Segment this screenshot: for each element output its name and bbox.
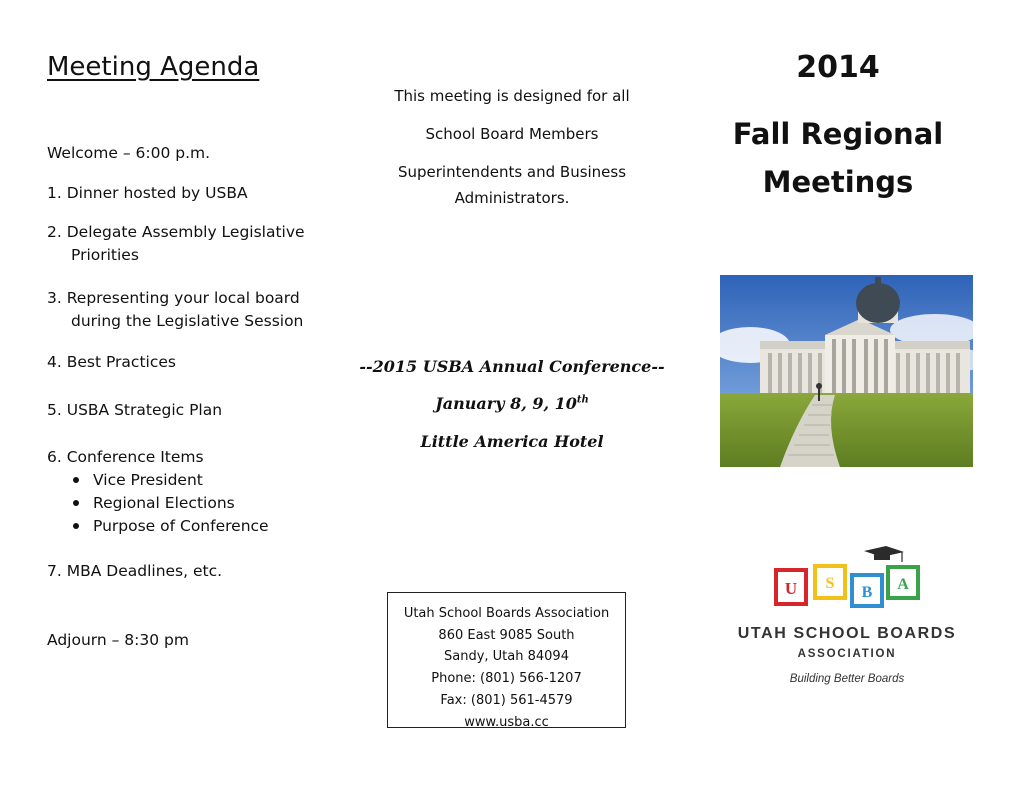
- agenda-item-number: 1.: [47, 184, 62, 202]
- contact-box: [387, 592, 626, 728]
- agenda-bullet: [47, 469, 269, 492]
- contact-city: Sandy, Utah 84094: [444, 649, 569, 665]
- agenda-title: Meeting Agenda: [47, 52, 260, 82]
- agenda-item: [47, 182, 347, 205]
- agenda-item-number: 5.: [47, 401, 62, 419]
- agenda-item-text-cont: during the Legislative Session: [71, 312, 304, 330]
- conference-title: --2015 USBA Annual Conference--: [359, 357, 665, 376]
- agenda-item-text: Delegate Assembly Legislative: [66, 223, 305, 241]
- agenda-item-text: Representing your local board: [66, 289, 300, 307]
- agenda-item-number: 6.: [47, 448, 62, 466]
- logo-block-s: [815, 566, 845, 598]
- agenda-bullet-text: Vice President: [93, 471, 203, 489]
- agenda-item: [47, 221, 347, 267]
- svg-text:B: B: [861, 584, 873, 601]
- agenda-item: [47, 399, 347, 422]
- conference-dates-text: January 8, 9, 10: [435, 394, 577, 413]
- agenda-item-text: Dinner hosted by USBA: [66, 184, 248, 202]
- event-title-line: Fall Regional: [732, 117, 944, 151]
- bullet-icon: [73, 500, 79, 506]
- agenda-item-text: Conference Items: [66, 448, 204, 466]
- audience-line: Superintendents and Business: [397, 163, 627, 181]
- svg-text:U: U: [784, 579, 798, 598]
- agenda-item-number: 3.: [47, 289, 62, 307]
- conference-dates: [352, 394, 672, 413]
- contact-org: Utah School Boards Association: [403, 606, 610, 621]
- contact-fax: Fax: (801) 561-4579: [440, 692, 573, 708]
- agenda-item: [47, 560, 347, 583]
- agenda-item-text: MBA Deadlines, etc.: [66, 562, 223, 580]
- audience-line: This meeting is designed for all: [394, 87, 630, 105]
- conference-dates-suffix: th: [576, 394, 589, 406]
- capitol-building-image: [720, 275, 973, 467]
- agenda-item: [47, 287, 347, 333]
- audience-line: School Board Members: [425, 125, 599, 143]
- svg-text:A: A: [897, 576, 909, 593]
- graduation-cap-icon: [864, 546, 904, 562]
- agenda-bullet-text: Purpose of Conference: [93, 517, 269, 535]
- event-title: [720, 110, 956, 206]
- conference-venue: Little America Hotel: [420, 432, 604, 451]
- agenda-item-text: USBA Strategic Plan: [66, 401, 223, 419]
- bullet-icon: [73, 523, 79, 529]
- logo-block-u: [776, 570, 806, 604]
- agenda-sublist: [47, 469, 269, 538]
- logo-org-name: UTAH SCHOOL BOARDS: [737, 625, 957, 642]
- agenda-item-text: Best Practices: [66, 353, 176, 371]
- agenda-item-number: 7.: [47, 562, 62, 580]
- agenda-adjourn: Adjourn – 8:30 pm: [47, 631, 189, 649]
- contact-website: www.usba.cc: [464, 714, 549, 730]
- agenda-item: [47, 351, 347, 374]
- contact-address: 860 East 9085 South: [438, 627, 575, 643]
- usba-logo: [774, 546, 924, 610]
- event-title-line: Meetings: [762, 165, 914, 199]
- logo-tagline: Building Better Boards: [789, 673, 905, 685]
- event-year: 2014: [796, 50, 880, 85]
- logo-block-b: [852, 575, 882, 606]
- svg-text:S: S: [825, 575, 835, 592]
- audience-line: Administrators.: [454, 189, 570, 207]
- bullet-icon: [73, 477, 79, 483]
- agenda-bullet: [47, 492, 269, 515]
- agenda-item-number: 2.: [47, 223, 62, 241]
- agenda-bullet: [47, 515, 269, 538]
- agenda-item: [47, 446, 347, 535]
- agenda-item-text-cont: Priorities: [71, 246, 139, 264]
- agenda-welcome: Welcome – 6:00 p.m.: [47, 144, 211, 162]
- contact-phone: Phone: (801) 566-1207: [431, 671, 582, 687]
- agenda-bullet-text: Regional Elections: [93, 494, 235, 512]
- logo-org-sub: ASSOCIATION: [797, 648, 897, 660]
- agenda-item-number: 4.: [47, 353, 62, 371]
- logo-block-a: [888, 567, 918, 598]
